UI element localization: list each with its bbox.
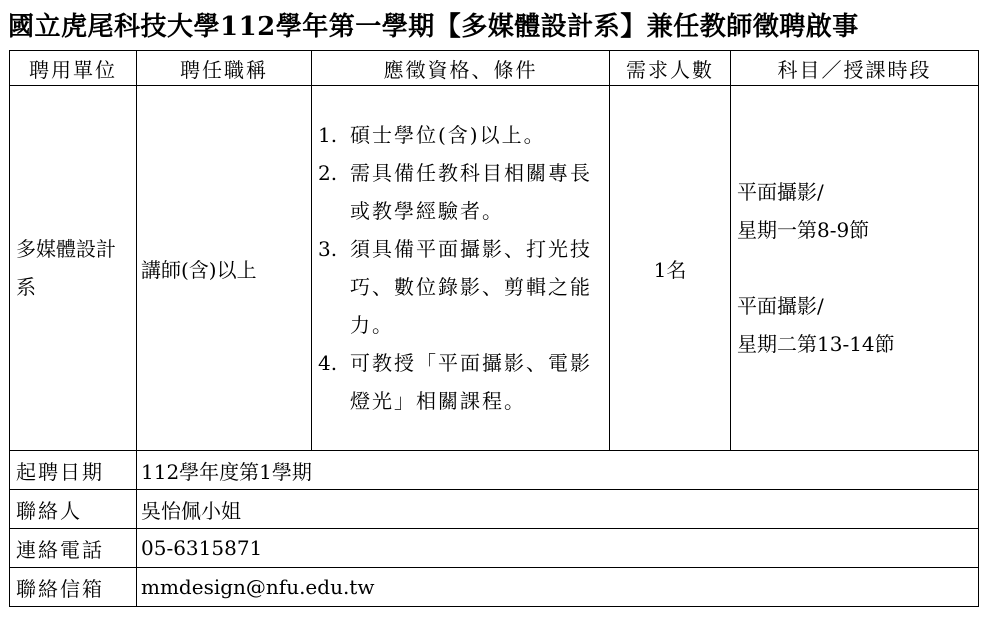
requirements-cell [312, 86, 610, 451]
requirement-text: 需具備任教科目相關專長或教學經驗者。 [350, 161, 592, 223]
phone-label: 連絡電話 [10, 529, 137, 568]
requirement-number: 1. [318, 123, 338, 147]
email-row [10, 568, 979, 607]
email-label: 聯絡信箱 [10, 568, 137, 607]
requirement-item [318, 344, 603, 420]
requirement-text: 碩士學位(含)以上。 [350, 123, 546, 147]
position-cell: 講師(含)以上 [137, 86, 312, 451]
schedule-cell [731, 86, 979, 451]
header-unit: 聘用單位 [10, 51, 137, 86]
header-count: 需求人數 [610, 51, 731, 86]
phone-row [10, 529, 979, 568]
contact-label: 聯絡人 [10, 490, 137, 529]
header-requirements: 應徵資格、條件 [312, 51, 610, 86]
contact-value: 吳怡佩小姐 [137, 490, 979, 529]
header-position: 聘任職稱 [137, 51, 312, 86]
requirement-number: 3. [318, 237, 338, 261]
requirement-item [318, 154, 603, 230]
schedule-spacer [737, 249, 972, 287]
header-subject: 科目／授課時段 [731, 51, 979, 86]
recruitment-table [9, 50, 979, 607]
requirement-item [318, 116, 603, 154]
start-date-row [10, 451, 979, 490]
requirement-item [318, 230, 603, 344]
schedule-subject: 平面攝影/ [737, 180, 824, 204]
position-row [10, 86, 979, 451]
unit-cell: 多媒體設計系 [10, 86, 137, 451]
schedule-time: 星期二第13-14節 [737, 332, 895, 356]
phone-value: 05-6315871 [137, 529, 979, 568]
page-title: 國立虎尾科技大學112學年第一學期【多媒體設計系】兼任教師徵聘啟事 [8, 12, 859, 42]
requirements-list [318, 116, 603, 420]
count-cell: 1名 [610, 86, 731, 451]
schedule-time: 星期一第8-9節 [737, 218, 870, 242]
schedule-subject: 平面攝影/ [737, 294, 824, 318]
start-date-label: 起聘日期 [10, 451, 137, 490]
requirement-text: 須具備平面攝影、打光技巧、數位錄影、剪輯之能力。 [350, 237, 592, 337]
requirement-number: 4. [318, 351, 338, 375]
start-date-value: 112學年度第1學期 [137, 451, 979, 490]
requirement-number: 2. [318, 161, 338, 185]
email-value[interactable]: mmdesign@nfu.edu.tw [137, 568, 979, 607]
header-row [10, 51, 979, 86]
contact-row [10, 490, 979, 529]
requirement-text: 可教授「平面攝影、電影燈光」相關課程。 [350, 351, 592, 413]
